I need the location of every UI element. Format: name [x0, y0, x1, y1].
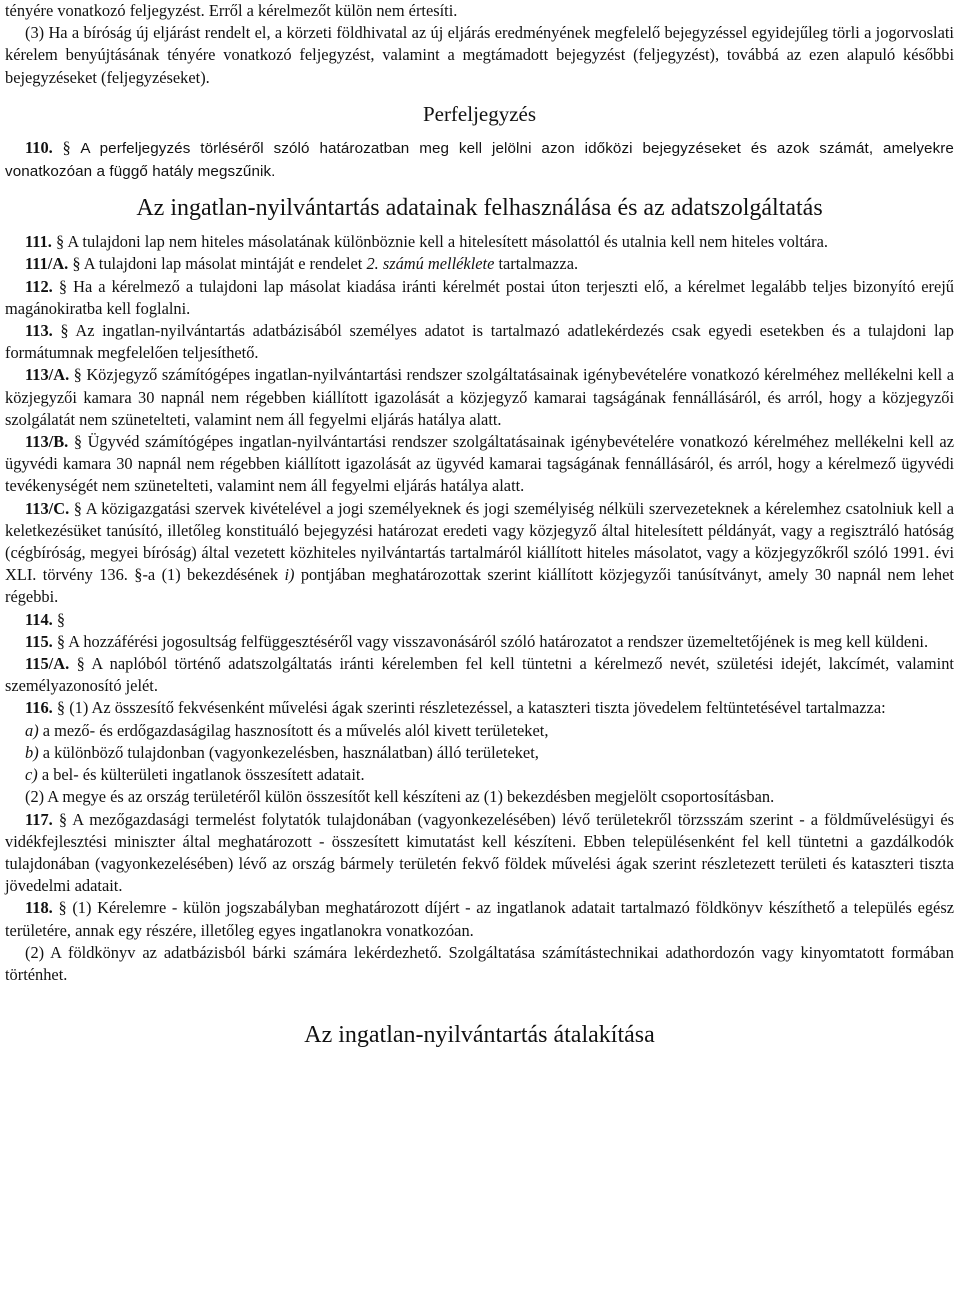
heading-adatfelhasznalas: Az ingatlan-nyilvántartás adatainak felhasználása és az adatszolgáltatás — [136, 195, 823, 222]
section-sign: § — [73, 365, 82, 385]
section-114 — [5, 609, 954, 631]
section-text: A naplóból történő adatszolgáltatás iránti kérelemben fel kell tüntetni a kérelmező nevét, születési idejét, lakcímét, valamint személyazonosító jelét. — [5, 654, 954, 696]
section-116 — [5, 697, 954, 719]
heading-perfeljegyzes: Perfeljegyzés — [422, 101, 537, 126]
section-text: A hozzáférési jogosultság felfüggesztéséről vagy visszavonásáról szóló határozatot a rendszer üzemeltetőjének is meg kell küldeni. — [68, 631, 929, 651]
section-text: A perfeljegyzés törléséről szóló határozatban meg kell jelölni azon időközi bejegyzéseket és azok számát, amelyekre vonatkozóan a függő hatály megszűnik. — [5, 139, 954, 181]
heading-atalakitas: Az ingatlan-nyilvántartás átalakítása — [304, 1022, 655, 1049]
section-110 — [5, 137, 954, 183]
section-111a — [5, 253, 954, 275]
section-number: 115. — [25, 631, 53, 651]
list-item-text: a mező- és erdőgazdaságilag hasznosított és a művelés alól kivett területeket, — [42, 720, 549, 740]
section-113 — [5, 320, 954, 364]
section-text: A közigazgatási szervek kivételével a jogi személyeknek és jogi személyiség nélküli szervezeteknek a kérelemhez csatolniuk kell a keletkezésüket tanúsító, illetőleg konstituáló bejegyzési határozat eredeti vagy közjegyző által hitelesített példányát, vagy a regisztráló hatóság (cégbíróság, megyei bíróság) által vezetett közhiteles nyilvántartás tartalmáról kiállított hiteles másolatot, vagy a közjegyzőkről szóló 1991. évi XLI. törvény 136. §-a (1) bekezdésének — [5, 498, 954, 585]
section-text: Az ingatlan-nyilvántartás adatbázisából személyes adatot is tartalmazó adatlekérdezés csak egyedi esetekben és a tulajdoni lap formátumnak megfelelően teljesíthető. — [5, 321, 954, 363]
section-sign: § — [73, 498, 82, 518]
section-112 — [5, 276, 954, 320]
section-number: 118. — [25, 898, 53, 918]
list-item-label: b) — [25, 742, 39, 762]
section-113b — [5, 431, 954, 498]
paragraph-3: (3) Ha a bíróság új eljárást rendelt el, a körzeti földhivatal az új eljárás eredményének megfelelő bejegyzéssel egyidejűleg törli a jogorvoslati kérelem benyújtásának tényére vonatkozó feljegyzést, valamint a megtámadott bejegyzést (feljegyzést), továbbá az ezen alapuló későbbi bejegyzéseket (feljegyzéseket). — [5, 23, 954, 87]
section-sign: § — [58, 898, 67, 918]
section-number: 113/A. — [25, 365, 70, 385]
section-111 — [5, 231, 954, 253]
list-item — [5, 742, 954, 764]
point-reference: i) — [284, 565, 295, 585]
section-sign: § — [62, 137, 71, 157]
section-text: A tulajdoni lap másolat mintáját e rendelet — [83, 254, 363, 274]
section-113c — [5, 498, 954, 609]
section-number: 111/A. — [25, 254, 69, 274]
list-item-text: a bel- és külterületi ingatlanok összesített adatait. — [41, 765, 365, 785]
section-text: Ha a kérelmező a tulajdoni lap másolat kiadása iránti kérelmét postai úton terjeszti elő, a kérelmet legalább teljes bizonyító erejű magánokiratba kell foglalni. — [5, 276, 954, 318]
section-sign: § — [60, 321, 69, 341]
section-sign: § — [58, 809, 68, 829]
section-sign: § — [56, 631, 66, 651]
section-text-after: tartalmazza. — [498, 254, 579, 274]
list-item-label: a) — [25, 720, 39, 740]
list-item-label: c) — [25, 765, 38, 785]
section-115a — [5, 653, 954, 697]
section-113a — [5, 364, 954, 431]
section-number: 116. — [25, 698, 53, 718]
section-sign: § — [72, 254, 81, 274]
section-115 — [5, 631, 954, 653]
section-number: 115/A. — [25, 654, 70, 674]
section-number: 117. — [25, 809, 53, 829]
paragraph-continuation: tényére vonatkozó feljegyzést. Erről a kérelmezőt külön nem értesíti. — [5, 1, 458, 20]
section-sign: § — [56, 698, 66, 718]
section-number: 111. — [25, 232, 52, 252]
section-text: Közjegyző számítógépes ingatlan-nyilvántartási rendszer szolgáltatásainak igénybevételére vonatkozó kérelméhez mellékelni kell a közjegyzői kamara 30 napnál nem régebben kiállított igazolását a közjegyző kamarai tagságának fennállásáról, és arról, hogy a közjegyzői szolgálatát nem szünetelteti, valamint nem áll fegyelmi eljárás hatálya alatt. — [5, 365, 954, 429]
section-number: 110. — [25, 137, 53, 157]
section-number: 112. — [25, 276, 53, 296]
section-sign: § — [55, 232, 65, 252]
section-text-after: pontjában meghatározottak szerint kiállított közjegyzői tanúsítványt, amely 30 napnál nem lehet régebbi. — [5, 565, 954, 607]
section-sign: § — [76, 654, 85, 674]
section-text: (1) Az összesítő fekvésenként művelési ágak szerinti részletezéssel, a kataszteri tiszta jövedelem feltüntetésével tartalmazza: — [69, 698, 886, 718]
section-sign: § — [73, 432, 83, 452]
section-117 — [5, 809, 954, 898]
section-number: 114. — [25, 609, 53, 629]
section-text: A mezőgazdasági termelést folytatók tulajdonában (vagyonkezelésében) lévő területekről törzsszám szerint - a földművelésügyi és vidékfejlesztési miniszter által meghatározott - összesített kimutatást kell készíteni. Ebben településenként fel kell tüntetni a gazdálkodók tulajdonában (vagyonkezelésében) lévő az ország bármely területén fekvő földek művelési ágak szerint részletezett területi és kataszteri tiszta jövedelmi adatait. — [5, 809, 954, 896]
section-sign: § — [56, 609, 66, 629]
section-number: 113/B. — [25, 432, 69, 452]
section-116-paragraph-2: (2) A megye és az ország területéről külön összesítőt kell készíteni az (1) bekezdésben megjelölt csoportosításban. — [25, 787, 775, 807]
section-text: Ügyvéd számítógépes ingatlan-nyilvántartási rendszer szolgáltatásainak igénybevételére vonatkozó kérelméhez mellékelni kell az ügyvédi kamara 30 napnál nem régebben kiállított igazolását az ügyvéd kamarai tagságának fennállásáról, és arról, hogy a kérelmező ügyvédi tevékenységét nem szünetelteti, valamint nem áll fegyelmi eljárás hatálya alatt. — [5, 432, 954, 496]
section-number: 113. — [25, 321, 53, 341]
list-item-text: a különböző tulajdonban (vagyonkezelésben, használatban) álló területeket, — [42, 742, 539, 762]
section-118-paragraph-2: (2) A földkönyv az adatbázisból bárki számára lekérdezhető. Szolgáltatása számítástechnikai adathordozón vagy kinyomtatott formában történhet. — [5, 942, 954, 984]
section-text: A tulajdoni lap nem hiteles másolatának különböznie kell a hitelesített másolattól és utalnia kell nem hiteles voltára. — [67, 232, 828, 252]
annex-reference: 2. számú melléklete — [366, 254, 495, 274]
section-number: 113/C. — [25, 498, 70, 518]
list-item — [5, 720, 954, 742]
list-item — [5, 764, 954, 786]
section-sign: § — [58, 276, 68, 296]
section-text: (1) Kérelemre - külön jogszabályban meghatározott díjért - az ingatlanok adatait tartalmazó földkönyv készíthető a település egész területére, annak egy részére, illetőleg egyes ingatlanokra vonatkozóan. — [5, 898, 954, 940]
section-118 — [5, 897, 954, 941]
